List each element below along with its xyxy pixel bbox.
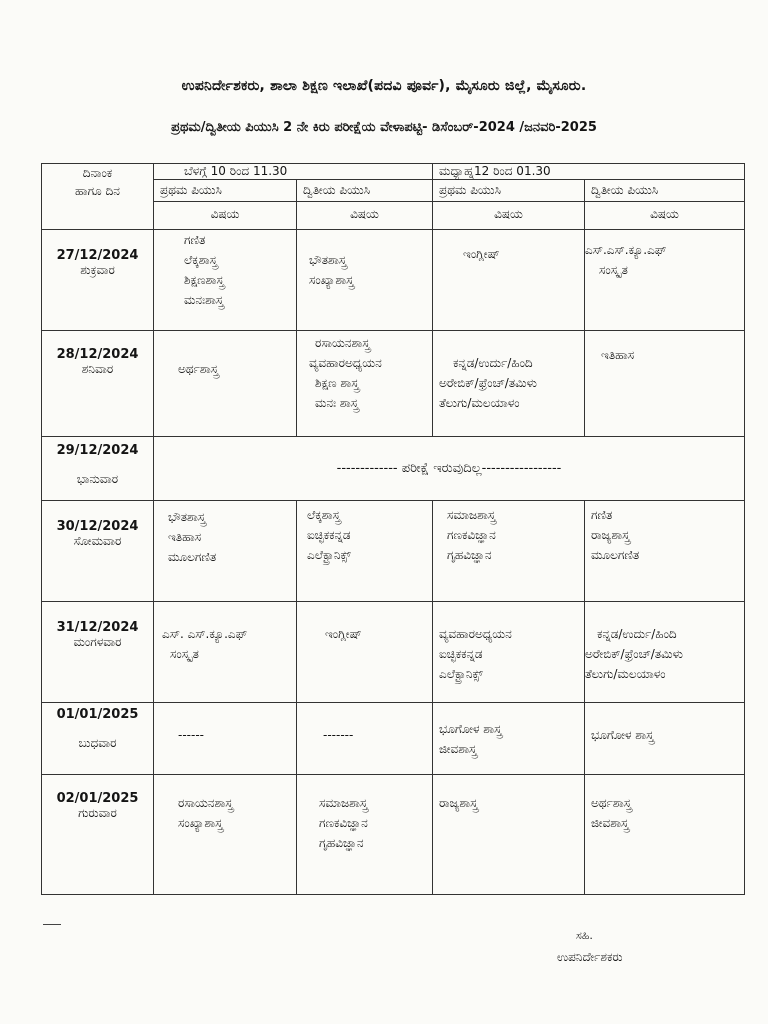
subject-name: ರಸಾಯನಶಾಸ್ತ್ರ	[315, 336, 371, 350]
subject-name: ಸಂಸ್ಕೃತ	[170, 647, 199, 661]
second-puc-afternoon-cell	[585, 703, 745, 775]
subject-name: ವ್ಯವಹಾರಅಧ್ಯಯನ	[309, 356, 382, 370]
second-puc-morning-header	[297, 180, 433, 202]
exam-day: ಶನಿವಾರ	[81, 362, 114, 376]
date-header-line2: ಹಾಗೂ ದಿನ	[75, 184, 120, 198]
subject-name: ಕನ್ನಡ/ಉರ್ದು/ಹಿಂದಿ	[453, 356, 533, 370]
subject-name: ಐಚ್ಛಿಕಕನ್ನಡ	[307, 528, 351, 542]
exam-day: ಶುಕ್ರವಾರ	[80, 263, 115, 277]
subject-name: ಭೂಗೋಳ ಶಾಸ್ತ್ರ	[591, 728, 654, 742]
subject-name: ಸಂಖ್ಯಾಶಾಸ್ತ್ರ	[178, 816, 223, 830]
afternoon-session-label: ಮಧ್ಯಾಹ್ನ12 ರಿಂದ 01.30	[439, 164, 551, 178]
subject-header	[585, 202, 745, 230]
second-puc-morning-cell	[297, 501, 433, 602]
exam-date: 27/12/2024	[56, 248, 139, 263]
subject-name: ಶಿಕ್ಷಣ ಶಾಸ್ತ್ರ	[315, 376, 359, 390]
subject-name: ಲೆಕ್ಕಶಾಸ್ತ್ರ	[307, 508, 341, 522]
no-exam-cell	[154, 437, 745, 501]
subject-label: ವಿಷಯ	[210, 207, 240, 221]
subject-name: ಇಂಗ್ಲೀಷ್	[463, 247, 500, 261]
first-puc-afternoon-cell	[433, 230, 585, 331]
subject-name: ಸಮಾಜಶಾಸ್ತ್ರ	[319, 796, 368, 810]
table-row	[42, 501, 745, 602]
morning-session-header	[154, 164, 433, 180]
subject-name: ಮನಃಶಾಸ್ತ್ರ	[184, 293, 224, 307]
subject-name: ಸಮಾಜಶಾಸ್ತ್ರ	[447, 508, 496, 522]
subject-name: ಎಸ್.ಎಸ್.ಕ್ಯೂ.ಎಫ್	[585, 243, 667, 257]
subject-name: ಜೀವಶಾಸ್ತ್ರ	[591, 816, 629, 830]
date-cell	[42, 703, 154, 775]
date-cell	[42, 331, 154, 437]
second-puc-morning-cell	[297, 230, 433, 331]
second-puc-afternoon-cell	[585, 501, 745, 602]
subject-name: ಲೆಕ್ಕಶಾಸ್ತ್ರ	[184, 253, 218, 267]
second-puc-afternoon-cell	[585, 331, 745, 437]
date-column-header	[42, 164, 154, 230]
subject-name: ಮೂಲಗಣಿತ	[168, 550, 217, 564]
exam-day: ಗುರುವಾರ	[78, 806, 117, 820]
table-row	[42, 703, 745, 775]
subject-name: ಅರೇಬಿಕ್/ಫ್ರೆಂಚ್/ತಮಿಳು	[585, 647, 683, 661]
subject-name: ಗಣಿತ	[184, 233, 206, 247]
exam-date: 29/12/2024	[56, 443, 139, 458]
exam-date: 01/01/2025	[56, 707, 139, 722]
subject-header	[297, 202, 433, 230]
subject-name: ತೆಲುಗು/ಮಲಯಾಳಂ	[439, 396, 520, 410]
first-puc-morning-cell	[154, 230, 297, 331]
subject-name: ಐಚ್ಛಿಕಕನ್ನಡ	[439, 647, 483, 661]
subject-header	[433, 202, 585, 230]
table-row	[42, 775, 745, 895]
date-cell	[42, 437, 154, 501]
subject-name: ಶಿಕ್ಷಣಶಾಸ್ತ್ರ	[184, 273, 225, 287]
subject-name: ಎಸ್. ಎಸ್.ಕ್ಯೂ.ಎಫ್	[162, 627, 248, 641]
subject-name: ಕನ್ನಡ/ಉರ್ದು/ಹಿಂದಿ	[597, 627, 677, 641]
subject-name: ಇತಿಹಾಸ	[168, 530, 202, 544]
first-puc-afternoon-cell	[433, 775, 585, 895]
second-puc-morning-cell	[297, 775, 433, 895]
exam-date: 30/12/2024	[56, 519, 139, 534]
subject-name: ಭೌತಶಾಸ್ತ್ರ	[168, 510, 206, 524]
second-puc-morning-cell	[297, 602, 433, 703]
subject-name: ರಾಜ್ಯಶಾಸ್ತ್ರ	[591, 528, 630, 542]
signature-mark: ಸಹಿ.	[576, 929, 593, 942]
timetable-title: ಪ್ರಥಮ/ದ್ವಿತೀಯ ಪಿಯುಸಿ 2 ನೇ ಕಿರು ಪರೀಕ್ಷೆಯ ವೇಳಾಪಟ್ಟಿ- ಡಿಸೆಂಬರ್-2024 /ಜನವರಿ-2025	[171, 120, 597, 135]
subject-name: ರಾಜ್ಯಶಾಸ್ತ್ರ	[439, 796, 478, 810]
empty-dash: ------	[178, 728, 204, 742]
table-row	[42, 331, 745, 437]
exam-date: 02/01/2025	[56, 791, 139, 806]
second-puc-label: ದ್ವಿತೀಯ ಪಿಯುಸಿ	[591, 183, 659, 197]
first-puc-morning-cell	[154, 775, 297, 895]
subject-name: ಇತಿಹಾಸ	[601, 348, 635, 362]
exam-day: ಮಂಗಳವಾರ	[73, 635, 122, 649]
subject-name: ಗೃಹವಿಜ್ಞಾನ	[319, 836, 364, 850]
no-exam-notice: ------------- ಪರೀಕ್ಷೆ ಇರುವುದಿಲ್ಲ-----------------	[336, 461, 562, 476]
exam-day: ಭಾನುವಾರ	[76, 472, 119, 486]
first-puc-morning-header	[154, 180, 297, 202]
first-puc-label: ಪ್ರಥಮ ಪಿಯುಸಿ	[439, 183, 501, 197]
exam-date: 28/12/2024	[56, 347, 139, 362]
table-row	[42, 230, 745, 331]
table-row	[42, 602, 745, 703]
empty-dash: -------	[323, 728, 354, 742]
subject-name: ಎಲೆಕ್ಟ್ರಾನಿಕ್ಸ್	[439, 667, 483, 681]
subject-name: ಮೂಲಗಣಿತ	[591, 548, 640, 562]
exam-day: ಸೋಮವಾರ	[73, 534, 122, 548]
first-puc-afternoon-cell	[433, 501, 585, 602]
first-puc-label: ಪ್ರಥಮ ಪಿಯುಸಿ	[160, 183, 222, 197]
subject-name: ಭೂಗೋಳ ಶಾಸ್ತ್ರ	[439, 722, 502, 736]
subject-name: ಇಂಗ್ಲೀಷ್	[325, 627, 362, 641]
subject-name: ಜೀವಶಾಸ್ತ್ರ	[439, 742, 477, 756]
first-puc-afternoon-cell	[433, 703, 585, 775]
first-puc-morning-cell	[154, 602, 297, 703]
subject-name: ರಸಾಯನಶಾಸ್ತ್ರ	[178, 796, 234, 810]
second-puc-morning-cell	[297, 703, 433, 775]
afternoon-session-header	[433, 164, 745, 180]
footer-divider	[43, 924, 61, 925]
first-puc-afternoon-cell	[433, 602, 585, 703]
subject-label: ವಿಷಯ	[350, 207, 379, 221]
subject-header	[154, 202, 297, 230]
first-puc-afternoon-header	[433, 180, 585, 202]
subject-name: ಸಂಖ್ಯಾಶಾಸ್ತ್ರ	[309, 273, 354, 287]
first-puc-morning-cell	[154, 501, 297, 602]
subject-label: ವಿಷಯ	[650, 207, 679, 221]
signatory-designation: ಉಪನಿರ್ದೇಶಕರು	[557, 950, 623, 964]
second-puc-afternoon-cell	[585, 602, 745, 703]
date-cell	[42, 602, 154, 703]
first-puc-afternoon-cell	[433, 331, 585, 437]
subject-name: ಅರ್ಥಶಾಸ್ತ್ರ	[178, 362, 219, 376]
subject-name: ಗೃಹವಿಜ್ಞಾನ	[447, 548, 492, 562]
subject-name: ಅರ್ಥಶಾಸ್ತ್ರ	[591, 796, 632, 810]
office-heading: ಉಪನಿರ್ದೇಶಕರು, ಶಾಲಾ ಶಿಕ್ಷಣ ಇಲಾಖೆ(ಪದವಿ ಪೂರ್ವ), ಮೈಸೂರು ಜಿಲ್ಲೆ, ಮೈಸೂರು.	[181, 78, 587, 94]
subject-name: ಮನಃ ಶಾಸ್ತ್ರ	[315, 396, 359, 410]
second-puc-afternoon-cell	[585, 775, 745, 895]
subject-name: ಅರೇಬಿಕ್/ಫ್ರೆಂಚ್/ತಮಿಳು	[439, 376, 537, 390]
subject-name: ಭೌತಶಾಸ್ತ್ರ	[309, 253, 347, 267]
date-cell	[42, 501, 154, 602]
date-cell	[42, 775, 154, 895]
first-puc-morning-cell	[154, 703, 297, 775]
subject-label: ವಿಷಯ	[494, 207, 523, 221]
exam-timetable	[41, 163, 745, 895]
date-cell	[42, 230, 154, 331]
subject-name: ಎಲೆಕ್ಟ್ರಾನಿಕ್ಸ್	[307, 548, 351, 562]
morning-session-label: ಬೆಳಗ್ಗೆ 10 ರಿಂದ 11.30	[184, 164, 288, 178]
subject-name: ಗಣಕವಿಜ್ಞಾನ	[447, 528, 496, 542]
exam-date: 31/12/2024	[56, 620, 139, 635]
subject-name: ಗಣಿತ	[591, 508, 613, 522]
second-puc-morning-cell	[297, 331, 433, 437]
exam-day: ಬುಧವಾರ	[78, 736, 117, 750]
first-puc-morning-cell	[154, 331, 297, 437]
subject-name: ವ್ಯವಹಾರಅಧ್ಯಯನ	[439, 627, 512, 641]
second-puc-afternoon-cell	[585, 230, 745, 331]
second-puc-afternoon-header	[585, 180, 745, 202]
date-header-line1: ದಿನಾಂಕ	[82, 166, 113, 180]
subject-name: ತೆಲುಗು/ಮಲಯಾಳಂ	[585, 667, 666, 681]
table-row	[42, 437, 745, 501]
second-puc-label: ದ್ವಿತೀಯ ಪಿಯುಸಿ	[303, 183, 371, 197]
subject-name: ಗಣಕವಿಜ್ಞಾನ	[319, 816, 368, 830]
subject-name: ಸಂಸ್ಕೃತ	[599, 263, 628, 277]
